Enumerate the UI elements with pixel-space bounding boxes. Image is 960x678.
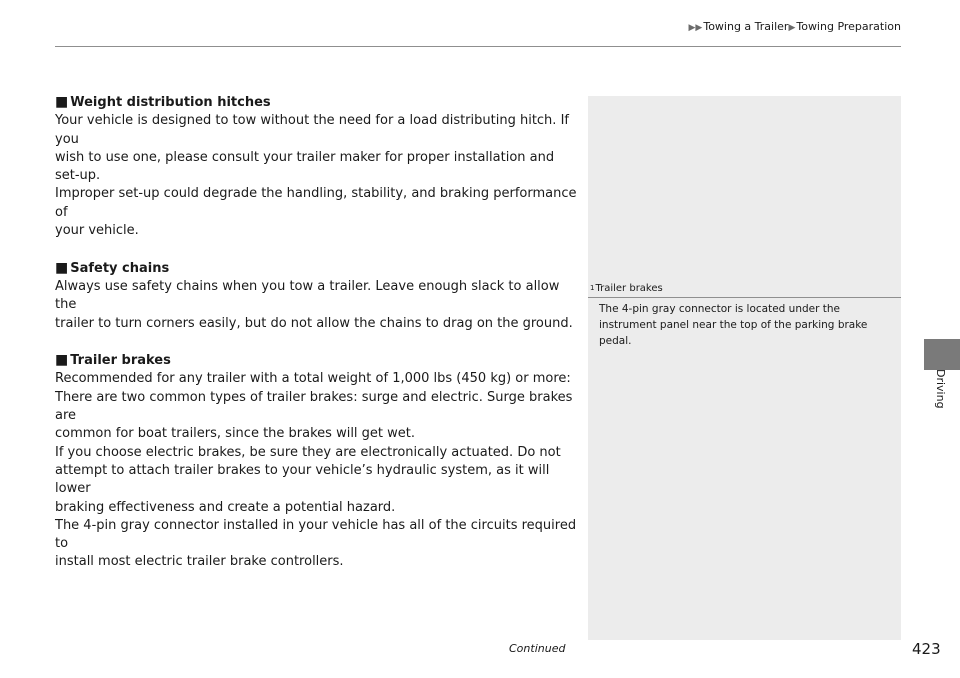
breadcrumb-arrow-icon: ▶▶ [688, 23, 703, 33]
breadcrumb-subsection: Towing Preparation [796, 20, 901, 33]
page-number: 423 [912, 640, 941, 658]
main-content [55, 93, 580, 590]
header-divider [55, 46, 901, 47]
paragraph: Recommended for any trailer with a total weight of 1,000 lbs (450 kg) or more: There are two common types of trailer brakes: surge and electric. Surge brakes are common for boat trailers, since the brakes will get wet. If you choose electric brakes, be sure they are electronically actuated. Do not attempt to attach trailer brakes to your vehicle’s hydraulic system, as it will lower braking effectiveness and create a potential hazard. The 4-pin gray connector installed in your vehicle has all of the circuits required to install most electric trailer brake controllers. [55, 371, 577, 570]
chapter-tab-marker [924, 339, 960, 370]
square-bullet-icon: ■ [55, 352, 69, 369]
section-weight-distribution [55, 93, 580, 240]
square-bullet-icon: ■ [55, 259, 69, 276]
breadcrumb-arrow-icon: ▶ [788, 23, 796, 33]
breadcrumb [689, 20, 902, 33]
section-safety-chains [55, 259, 580, 333]
section-trailer-brakes [55, 351, 580, 572]
paragraph: Always use safety chains when you tow a trailer. Leave enough slack to allow the trailer to turn corners easily, but do not allow the chains to drag on the ground. [55, 278, 573, 331]
section-heading: ■ Trailer brakes [55, 352, 171, 369]
chapter-label: Driving [934, 369, 947, 409]
paragraph: Your vehicle is designed to tow without the need for a load distributing hitch. If you wish to use one, please consult your trailer maker for proper installation and set-up. Improper set-up could degrade the handling, stability, and braking performance of your vehicle. [55, 113, 577, 239]
sidebar-note-trailer-brakes [588, 282, 901, 349]
section-heading: ■ Safety chains [55, 259, 170, 276]
note-number: 1 [590, 284, 595, 292]
note-body: The 4-pin gray connector is located under the instrument panel near the top of the parking brake pedal. [599, 303, 868, 347]
square-bullet-icon: ■ [55, 94, 69, 110]
sidebar-notes-panel [588, 96, 901, 640]
section-heading: ■ Weight distribution hitches [55, 94, 271, 110]
breadcrumb-section: Towing a Trailer [703, 20, 789, 33]
note-title: $^1$Trailer brakes [590, 283, 663, 294]
continued-label: Continued [509, 642, 566, 655]
